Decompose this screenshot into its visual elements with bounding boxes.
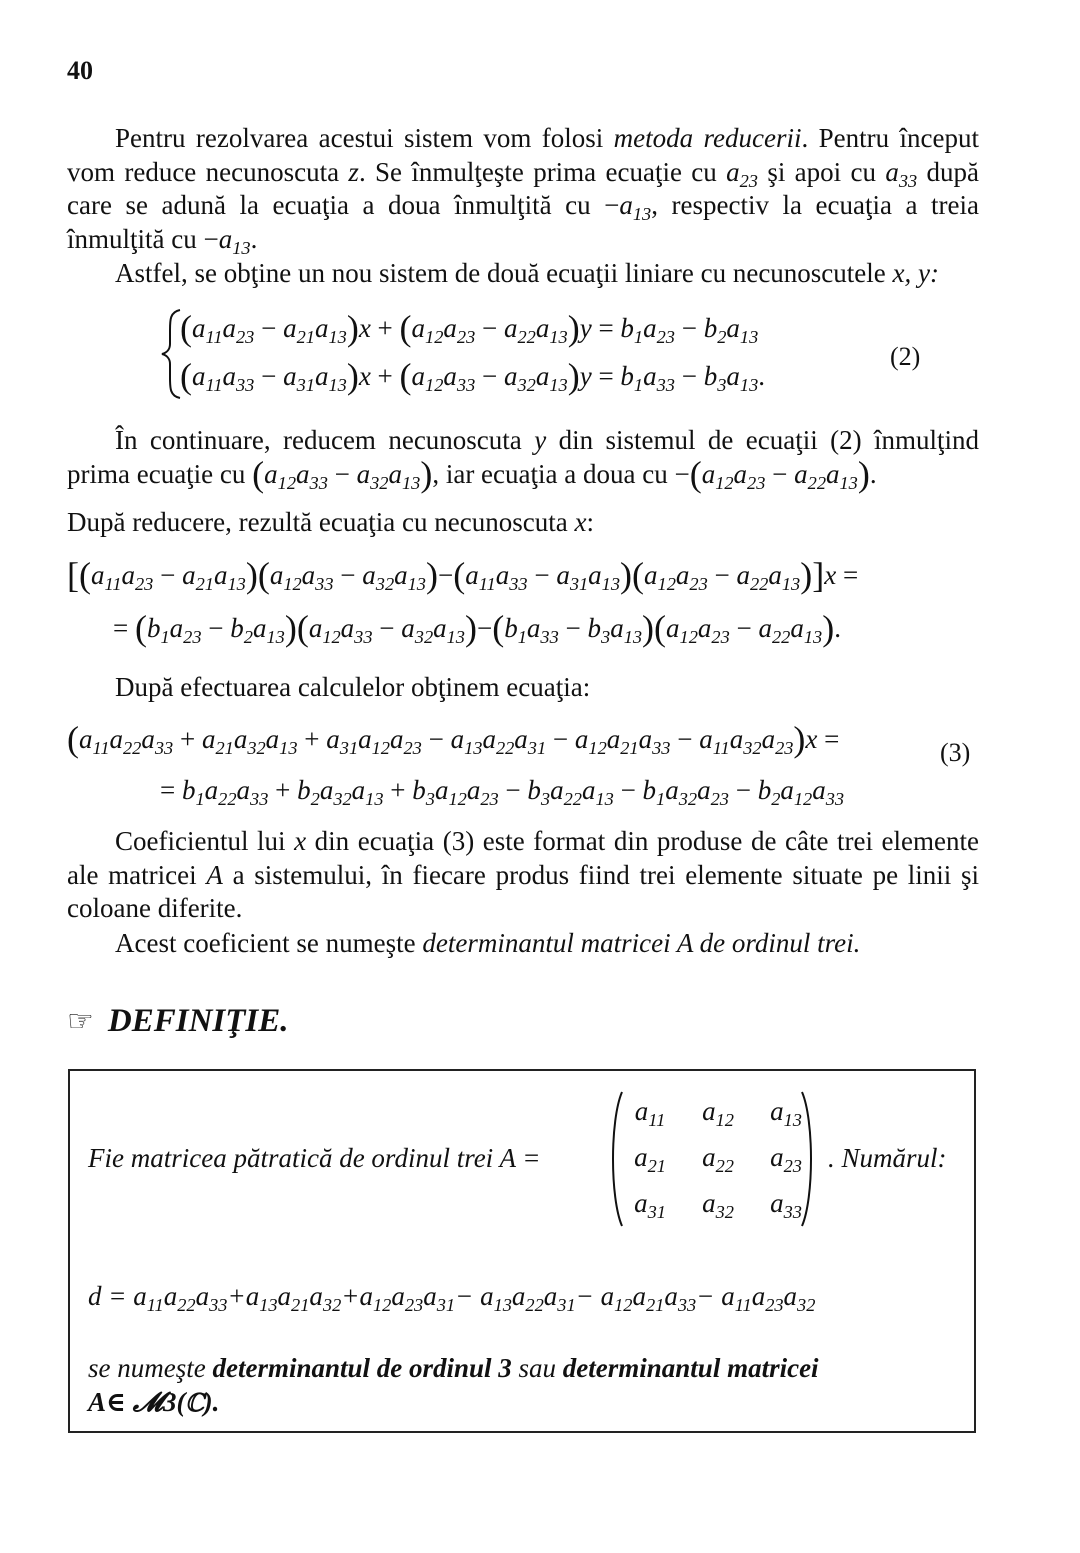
- equation-label-2: (2): [890, 342, 921, 371]
- system2-line1: $(a_{11}a_{23} - a_{21}a_{13})x + (a_{12}a_{23} - a_{22}a_{13})y = b_1a_{23} - b_2a_{13}$: [180, 308, 759, 348]
- definition-box: [68, 1069, 976, 1433]
- matrix-cell-a32: $a_{32}$: [702, 1188, 734, 1222]
- definition-heading: ☞ DEFINIŢIE.: [67, 1003, 289, 1039]
- paragraph-determinant-name: Acest coeficient se numeşte determinantul matricei A de ordinul trei.: [115, 928, 861, 958]
- paragraph-new-system: Astfel, se obţine un nou sistem de două ecuaţii liniare cu necunoscutele x, y:: [115, 258, 939, 288]
- matrix-cell-a13: $a_{13}$: [770, 1096, 802, 1130]
- equation-x-line1: $[(a_{11}a_{23} - a_{21}a_{13})(a_{12}a_{33} - a_{32}a_{13})-(a_{11}a_{33} - a_{31}a_{13})(a_{12}a_{23} - a_{22}a_{13})]x$ =: [67, 555, 859, 595]
- paragraph-reduction-method: Pentru rezolvarea acestui sistem vom folosi metoda reducerii. Pentru început vom reduce necunoscuta z. Se înmulţeşte prima ecuaţie cu $a_{23}$ şi apoi cu $a_{33}$ după care se adună la ecuaţia a doua înmulţită cu $-a_{13}$, respectiv la ecuaţia a treia înmulţită cu $-a_{13}$.: [67, 123, 980, 258]
- pointing-hand-icon: ☞: [67, 1005, 94, 1038]
- method-name: metoda reducerii: [613, 123, 802, 153]
- paragraph-after-calc: După efectuarea calculelor obţinem ecuaţia:: [115, 672, 591, 702]
- matrix-cell-a31: $a_{31}$: [634, 1188, 666, 1222]
- term-determinant-matrix: determinantul matricei: [562, 1353, 819, 1383]
- matrix-A: [608, 1090, 816, 1228]
- matrix-cell-a22: $a_{22}$: [702, 1142, 734, 1176]
- page-number: 40: [67, 56, 93, 85]
- definition-intro: Fie matricea pătratică de ordinul trei A =: [88, 1143, 541, 1173]
- definition-conclusion: se numeşte determinantul de ordinul 3 sau determinantul matricei A∈ 𝓜3(ℂ).: [88, 1353, 819, 1417]
- matrix-cell-a12: $a_{12}$: [702, 1096, 734, 1130]
- matrix-cell-a21: $a_{21}$: [634, 1142, 666, 1176]
- paragraph-reduce-y: În continuare, reducem necunoscuta y din sistemul de ecuaţii (2) înmulţind prima ecuaţie cu $(a_{12}a_{33} - a_{32}a_{13})$, iar ecuaţia a doua cu $-(a_{12}a_{23} - a_{22}a_{13})$.: [67, 425, 980, 494]
- matrix-cell-a23: $a_{23}$: [770, 1142, 802, 1176]
- paragraph-result-x: După reducere, rezultă ecuaţia cu necunoscuta x:: [67, 507, 594, 537]
- equation-x-line2: = $(b_1a_{23} - b_2a_{13})(a_{12}a_{33} - a_{32}a_{13})-(b_1a_{33} - b_3a_{13})(a_{12}a_{23} - a_{22}a_{13})$.: [113, 608, 841, 648]
- definition-after-matrix: . Numărul:: [828, 1143, 947, 1173]
- matrix-set: A∈ 𝓜3(ℂ).: [88, 1387, 220, 1417]
- equation-label-3: (3): [940, 738, 971, 767]
- term-determinant-order-3: determinantul de ordinul 3: [212, 1353, 512, 1383]
- system2-line2: $(a_{11}a_{33} - a_{31}a_{13})x + (a_{12}a_{33} - a_{32}a_{13})y = b_1a_{33} - b_3a_{13}$.: [180, 356, 765, 396]
- equation3-line1: $(a_{11}a_{22}a_{33} + a_{21}a_{32}a_{13} + a_{31}a_{12}a_{23} - a_{13}a_{22}a_{31} - a_{12}a_{21}a_{33} - a_{11}a_{32}a_{23})x$ =: [67, 719, 840, 759]
- determinant-formula: $d = a_{11}a_{22}a_{33}+a_{13}a_{21}a_{32}+a_{12}a_{23}a_{31}- a_{13}a_{22}a_{31}- a_{12}a_{21}a_{33}- a_{11}a_{23}a_{32}$: [88, 1281, 816, 1315]
- matrix-cell-a33: $a_{33}$: [770, 1188, 802, 1222]
- matrix-cell-a11: $a_{11}$: [634, 1096, 666, 1130]
- equation3-line2: = $b_1a_{22}a_{33} + b_2a_{32}a_{13} + b_3a_{12}a_{23} - b_3a_{22}a_{13} - b_1a_{32}a_{23} - b_2a_{12}a_{33}$: [160, 775, 845, 809]
- paragraph-coefficient: Coeficientul lui x din ecuaţia (3) este format din produse de câte trei elemente ale matricei A a sistemului, în fiecare produs fiind trei elemente situate pe linii şi coloane diferite.: [67, 826, 979, 923]
